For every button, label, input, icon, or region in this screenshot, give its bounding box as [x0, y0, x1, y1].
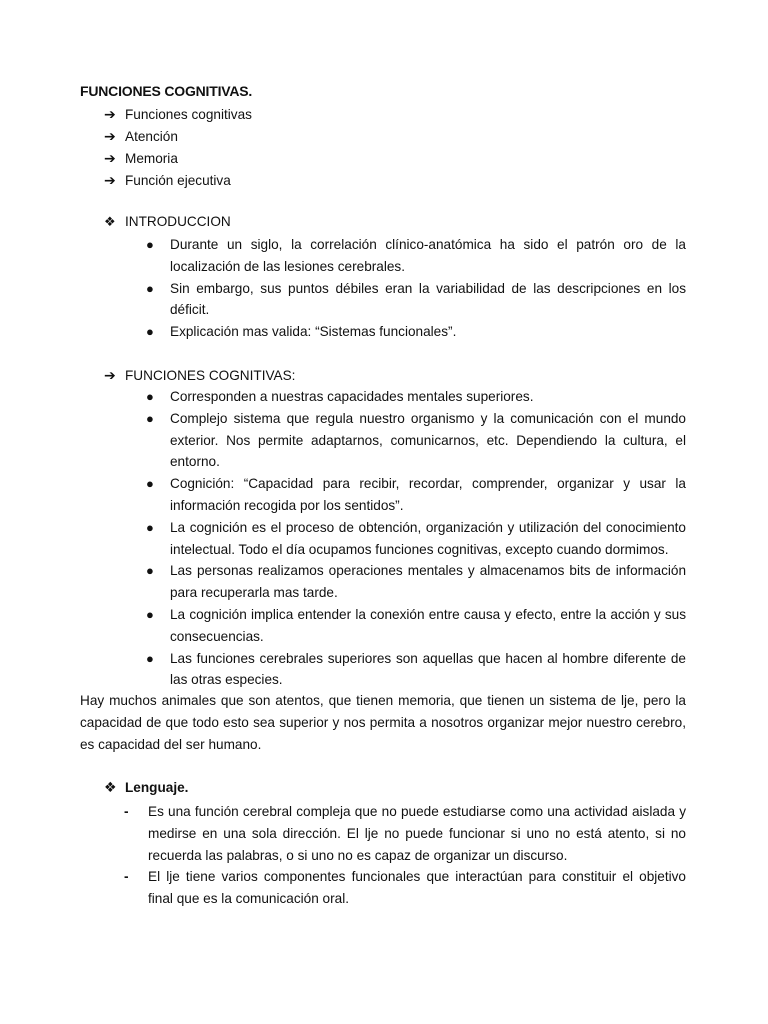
list-item — [146, 321, 686, 343]
lenguaje-heading-label: Lenguaje. — [125, 780, 189, 795]
bullet-icon: ● — [146, 650, 154, 666]
intro-heading-label: INTRODUCCION — [125, 214, 231, 229]
bullet-icon: ● — [146, 324, 154, 340]
bullet-icon: ● — [146, 389, 154, 404]
list-item — [124, 866, 686, 910]
bullet-icon: ● — [146, 563, 154, 579]
bullet-icon: ● — [146, 606, 154, 622]
dash-icon: - — [124, 869, 129, 885]
four-diamond-icon: ❖ — [104, 214, 116, 229]
list-item-text: Durante un siglo, la correlación clínico-anatómica ha sido el patrón oro de la localización de las lesiones cerebrales. — [170, 237, 686, 274]
bullet-icon: ● — [146, 410, 154, 426]
list-item-text: Complejo sistema que regula nuestro organismo y la comunicación con el mundo exterior. Nos permite adaptarnos, comunicarnos, etc. Dependiendo la cultura, el entorno. — [170, 410, 686, 470]
document-title: FUNCIONES COGNITIVAS. — [80, 83, 253, 99]
list-item-text: Las funciones cerebrales superiores son aquellas que hacen al hombre diferente de las otras especies. — [170, 650, 686, 688]
list-item-text: El lje tiene varios componentes funcionales que interactúan para constituir el objetivo final que es la comunicación oral. — [148, 869, 686, 907]
list-item — [146, 648, 686, 692]
list-item — [146, 386, 686, 408]
arrow-right-icon: ➔ — [104, 367, 116, 383]
list-item-text: Corresponden a nuestras capacidades mentales superiores. — [170, 389, 534, 404]
toc-item-funcion-ejecutiva — [104, 170, 231, 190]
toc-item-label: Funciones cognitivas — [125, 107, 252, 122]
arrow-right-icon: ➔ — [104, 150, 116, 166]
toc-item-label: Memoria — [125, 151, 178, 166]
list-item-text: Sin embargo, sus puntos débiles eran la variabilidad de las descripciones en los déficit. — [170, 280, 686, 318]
funciones-heading — [104, 365, 295, 385]
body-paragraph: Hay muchos animales que son atentos, que tienen memoria, que tienen un sistema de lje, pero la capacidad de que todo esto sea superior y nos permita a nosotros organizar mejor nuestro cerebro, es capacidad del ser humano. — [80, 693, 686, 752]
list-item — [146, 604, 686, 648]
toc-item-label: Atención — [125, 129, 178, 144]
list-item-text: Las personas realizamos operaciones mentales y almacenamos bits de información para recuperarla mas tarde. — [170, 563, 686, 601]
list-item — [146, 517, 686, 561]
toc-item-atencion — [104, 126, 178, 146]
dash-icon: - — [124, 804, 129, 819]
intro-heading — [104, 212, 231, 232]
funciones-list — [146, 386, 686, 691]
intro-list — [146, 234, 686, 343]
arrow-right-icon: ➔ — [104, 172, 116, 188]
funciones-heading-label: FUNCIONES COGNITIVAS: — [125, 368, 296, 383]
list-item — [146, 560, 686, 604]
toc-item-memoria — [104, 148, 178, 168]
list-item — [124, 801, 686, 866]
four-diamond-icon: ❖ — [104, 779, 117, 795]
list-item — [146, 234, 686, 278]
list-item-text: Explicación mas valida: “Sistemas funcionales”. — [170, 324, 457, 340]
lenguaje-heading — [104, 777, 188, 797]
toc-item-funciones — [104, 104, 252, 124]
list-item — [146, 278, 686, 322]
list-item-text: Cognición: “Capacidad para recibir, recordar, comprender, organizar y usar la información recogida por los sentidos”. — [170, 476, 686, 513]
bullet-icon: ● — [146, 519, 154, 535]
toc-item-label: Función ejecutiva — [125, 173, 231, 188]
bullet-icon: ● — [146, 280, 154, 296]
arrow-right-icon: ➔ — [104, 128, 116, 144]
arrow-right-icon: ➔ — [104, 106, 116, 122]
list-item-text: La cognición implica entender la conexión entre causa y efecto, entre la acción y sus consecuencias. — [170, 606, 686, 644]
lenguaje-list — [124, 801, 686, 910]
list-item-text: La cognición es el proceso de obtención, organización y utilización del conocimiento intelectual. Todo el día ocupamos funciones cognitivas, excepto cuando dormimos. — [170, 519, 686, 557]
bullet-icon: ● — [146, 476, 154, 492]
bullet-icon: ● — [146, 237, 154, 252]
list-item-text: Es una función cerebral compleja que no puede estudiarse como una actividad aislada y medirse en una sola dirección. El lje no puede funcionar si uno no está atento, si no recuerda las palabras, o si uno no es capaz de organizar un discurso. — [148, 804, 686, 863]
list-item — [146, 408, 686, 473]
list-item — [146, 473, 686, 517]
